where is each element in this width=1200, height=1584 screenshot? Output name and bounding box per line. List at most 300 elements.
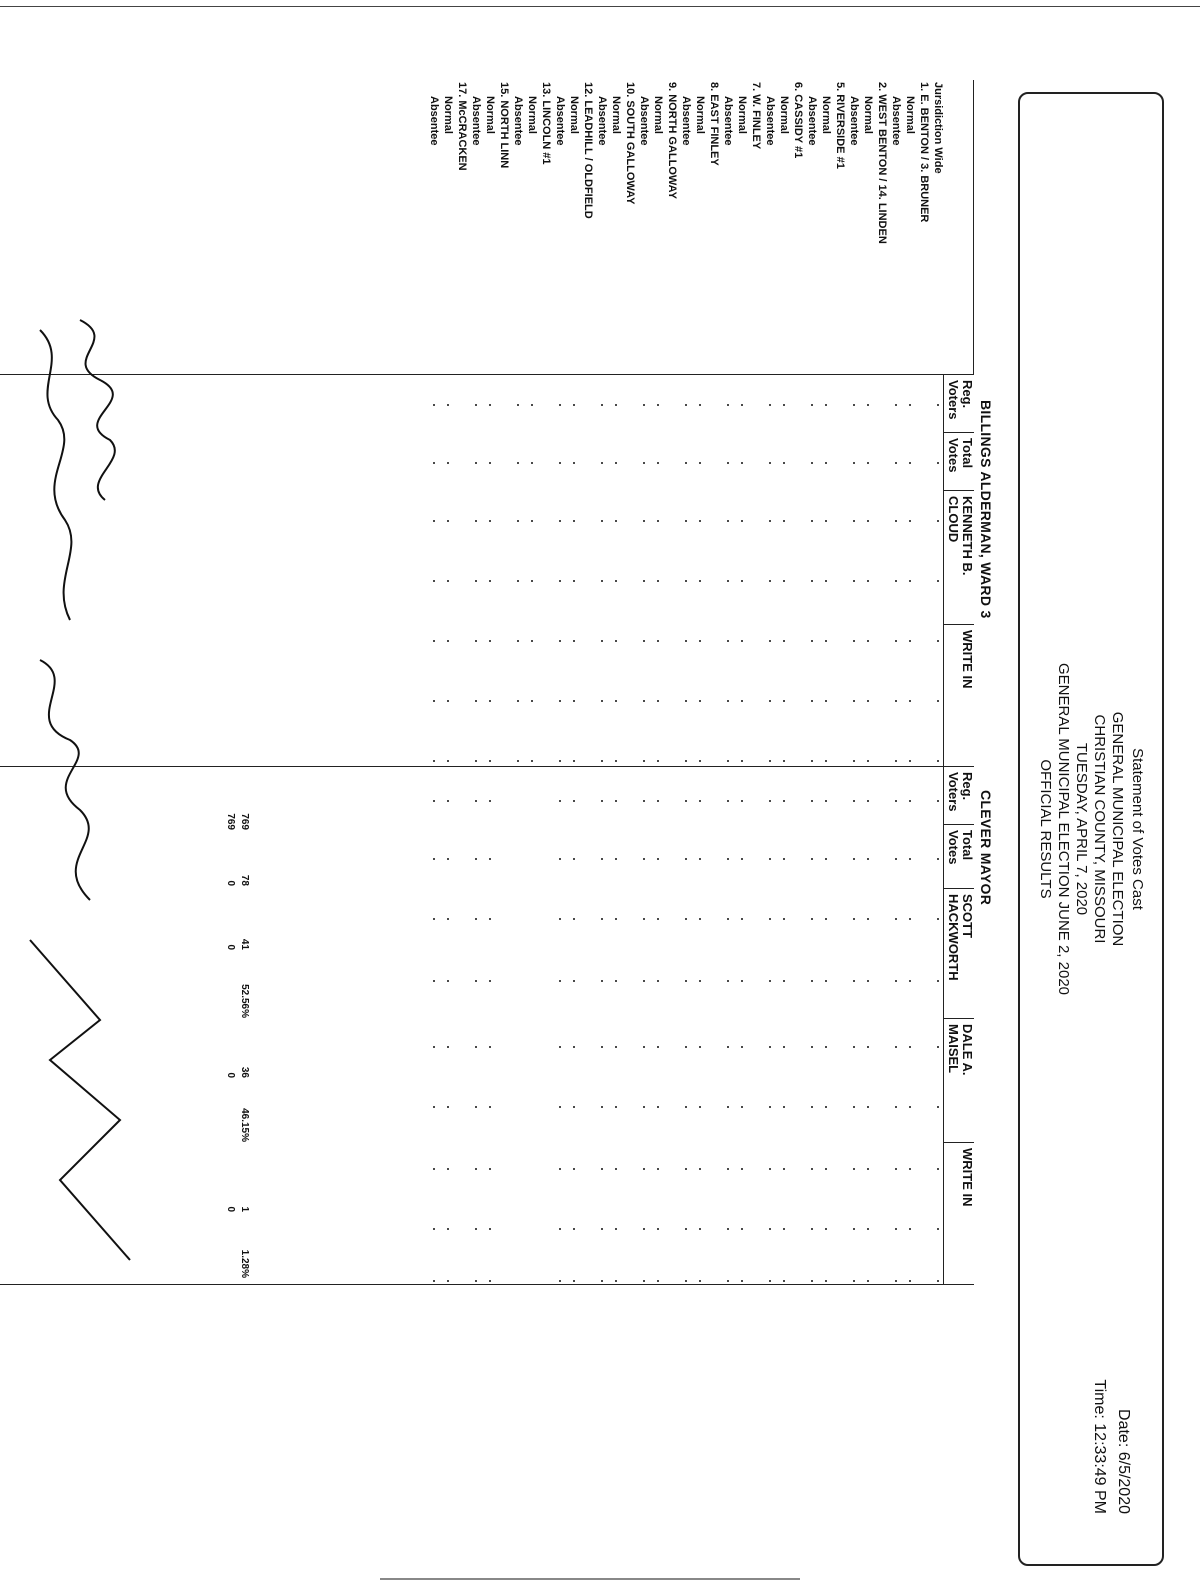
empty-cell-dot: [811, 980, 813, 982]
empty-cell-dot: [685, 1280, 687, 1282]
empty-cell-dot: [685, 858, 687, 860]
empty-cell-dot: [783, 404, 785, 406]
empty-cell-dot: [741, 760, 743, 762]
empty-cell-dot: [811, 640, 813, 642]
empty-cell-dot: [615, 918, 617, 920]
empty-cell-dot: [769, 1168, 771, 1170]
empty-cell-dot: [853, 980, 855, 982]
empty-cell-dot: [867, 700, 869, 702]
election-date: TUESDAY, APRIL 7, 2020: [1073, 742, 1090, 916]
empty-cell-dot: [657, 1228, 659, 1230]
column-divider: [0, 374, 974, 375]
jurisdiction-row-label: Normal: [736, 96, 748, 134]
empty-cell-dot: [699, 580, 701, 582]
empty-cell-dot: [853, 800, 855, 802]
empty-cell-dot: [727, 640, 729, 642]
empty-cell-dot: [601, 640, 603, 642]
empty-cell-dot: [559, 760, 561, 762]
empty-cell-dot: [867, 520, 869, 522]
empty-cell-dot: [615, 980, 617, 982]
empty-cell-dot: [643, 858, 645, 860]
empty-cell-dot: [895, 700, 897, 702]
empty-cell-dot: [825, 462, 827, 464]
lincoln-normal-reg: 769: [239, 813, 250, 830]
empty-cell-dot: [895, 1106, 897, 1108]
empty-cell-dot: [489, 640, 491, 642]
empty-cell-dot: [783, 980, 785, 982]
lincoln-normal-maisel: 36: [239, 1066, 250, 1078]
empty-cell-dot: [783, 462, 785, 464]
empty-cell-dot: [811, 1106, 813, 1108]
empty-cell-dot: [811, 800, 813, 802]
empty-cell-dot: [853, 1280, 855, 1282]
empty-cell-dot: [685, 462, 687, 464]
empty-cell-dot: [517, 520, 519, 522]
empty-cell-dot: [685, 980, 687, 982]
header-divider: [944, 1018, 974, 1019]
empty-cell-dot: [741, 520, 743, 522]
empty-cell-dot: [783, 760, 785, 762]
empty-cell-dot: [601, 580, 603, 582]
empty-cell-dot: [615, 858, 617, 860]
empty-cell-dot: [937, 918, 939, 920]
empty-cell-dot: [475, 760, 477, 762]
empty-cell-dot: [937, 1228, 939, 1230]
empty-cell-dot: [601, 760, 603, 762]
empty-cell-dot: [937, 404, 939, 406]
col-reg-voters: Reg. Voters: [946, 772, 975, 812]
empty-cell-dot: [909, 800, 911, 802]
lincoln-absentee-maisel: 0: [225, 1072, 236, 1078]
empty-cell-dot: [699, 800, 701, 802]
empty-cell-dot: [853, 1046, 855, 1048]
empty-cell-dot: [811, 858, 813, 860]
empty-cell-dot: [741, 640, 743, 642]
empty-cell-dot: [741, 1228, 743, 1230]
empty-cell-dot: [447, 980, 449, 982]
jurisdiction-row-label: Normal: [862, 96, 874, 134]
col-candidate-maisel: DALE A. MAISEL: [946, 1024, 975, 1076]
empty-cell-dot: [615, 404, 617, 406]
empty-cell-dot: [825, 858, 827, 860]
empty-cell-dot: [433, 1046, 435, 1048]
jurisdiction-row-label: 9. NORTH GALLOWAY: [666, 82, 678, 199]
empty-cell-dot: [727, 404, 729, 406]
empty-cell-dot: [853, 640, 855, 642]
empty-cell-dot: [447, 404, 449, 406]
empty-cell-dot: [433, 404, 435, 406]
empty-cell-dot: [853, 580, 855, 582]
empty-cell-dot: [937, 700, 939, 702]
empty-cell-dot: [573, 700, 575, 702]
empty-cell-dot: [937, 1280, 939, 1282]
empty-cell-dot: [769, 760, 771, 762]
empty-cell-dot: [559, 640, 561, 642]
empty-cell-dot: [573, 1228, 575, 1230]
empty-cell-dot: [615, 1106, 617, 1108]
jurisdiction-row-label: 6. CASSIDY #1: [792, 82, 804, 159]
empty-cell-dot: [657, 800, 659, 802]
empty-cell-dot: [699, 640, 701, 642]
empty-cell-dot: [531, 520, 533, 522]
empty-cell-dot: [825, 1228, 827, 1230]
empty-cell-dot: [811, 462, 813, 464]
empty-cell-dot: [489, 1280, 491, 1282]
empty-cell-dot: [853, 1106, 855, 1108]
empty-cell-dot: [867, 640, 869, 642]
empty-cell-dot: [769, 980, 771, 982]
header-divider: [944, 888, 974, 889]
empty-cell-dot: [447, 640, 449, 642]
empty-cell-dot: [769, 800, 771, 802]
empty-cell-dot: [909, 1106, 911, 1108]
empty-cell-dot: [867, 980, 869, 982]
empty-cell-dot: [433, 918, 435, 920]
empty-cell-dot: [811, 1046, 813, 1048]
empty-cell-dot: [489, 700, 491, 702]
jurisdiction-row-label: 12. LEADHILL / OLDFIELD: [582, 82, 594, 219]
empty-cell-dot: [685, 760, 687, 762]
empty-cell-dot: [699, 980, 701, 982]
empty-cell-dot: [699, 858, 701, 860]
empty-cell-dot: [573, 800, 575, 802]
empty-cell-dot: [573, 980, 575, 982]
empty-cell-dot: [825, 800, 827, 802]
race-title-clever: CLEVER MAYOR: [978, 790, 994, 906]
empty-cell-dot: [909, 462, 911, 464]
empty-cell-dot: [685, 404, 687, 406]
empty-cell-dot: [727, 520, 729, 522]
empty-cell-dot: [741, 700, 743, 702]
empty-cell-dot: [769, 858, 771, 860]
jurisdiction-row-label: Normal: [484, 96, 496, 134]
empty-cell-dot: [573, 858, 575, 860]
empty-cell-dot: [615, 1046, 617, 1048]
empty-cell-dot: [867, 918, 869, 920]
empty-cell-dot: [489, 980, 491, 982]
empty-cell-dot: [727, 580, 729, 582]
empty-cell-dot: [433, 1228, 435, 1230]
empty-cell-dot: [559, 980, 561, 982]
empty-cell-dot: [475, 1280, 477, 1282]
empty-cell-dot: [741, 980, 743, 982]
empty-cell-dot: [531, 760, 533, 762]
jurisdiction-row-label: Absentee: [806, 96, 818, 146]
empty-cell-dot: [475, 918, 477, 920]
empty-cell-dot: [643, 640, 645, 642]
empty-cell-dot: [825, 700, 827, 702]
empty-cell-dot: [433, 520, 435, 522]
jurisdiction-row-label: Normal: [778, 96, 790, 134]
header-divider: [944, 1142, 974, 1143]
empty-cell-dot: [643, 800, 645, 802]
empty-cell-dot: [867, 1228, 869, 1230]
empty-cell-dot: [615, 1168, 617, 1170]
empty-cell-dot: [825, 1106, 827, 1108]
empty-cell-dot: [741, 1106, 743, 1108]
empty-cell-dot: [895, 520, 897, 522]
empty-cell-dot: [531, 404, 533, 406]
empty-cell-dot: [447, 1228, 449, 1230]
empty-cell-dot: [517, 462, 519, 464]
empty-cell-dot: [447, 1168, 449, 1170]
jurisdiction-row-label: Jursidiction Wide: [932, 82, 944, 174]
empty-cell-dot: [489, 1046, 491, 1048]
empty-cell-dot: [657, 580, 659, 582]
empty-cell-dot: [447, 858, 449, 860]
empty-cell-dot: [573, 1106, 575, 1108]
empty-cell-dot: [559, 800, 561, 802]
empty-cell-dot: [909, 520, 911, 522]
empty-cell-dot: [909, 580, 911, 582]
empty-cell-dot: [699, 1228, 701, 1230]
empty-cell-dot: [447, 1280, 449, 1282]
lincoln-absentee-total: 0: [225, 880, 236, 886]
empty-cell-dot: [811, 1228, 813, 1230]
empty-cell-dot: [895, 980, 897, 982]
empty-cell-dot: [699, 1106, 701, 1108]
empty-cell-dot: [699, 1168, 701, 1170]
empty-cell-dot: [489, 800, 491, 802]
election-subtitle: GENERAL MUNICIPAL ELECTION JUNE 2, 2020: [1055, 662, 1072, 996]
empty-cell-dot: [559, 1168, 561, 1170]
empty-cell-dot: [489, 580, 491, 582]
election-name: GENERAL MUNICIPAL ELECTION: [1109, 711, 1126, 947]
empty-cell-dot: [657, 1168, 659, 1170]
col-reg-voters: Reg. Voters: [946, 380, 975, 420]
empty-cell-dot: [475, 462, 477, 464]
empty-cell-dot: [895, 1228, 897, 1230]
empty-cell-dot: [573, 918, 575, 920]
empty-cell-dot: [937, 800, 939, 802]
jurisdiction-row-label: Normal: [652, 96, 664, 134]
col-candidate-hackworth: SCOTT HACKWORTH: [946, 894, 975, 981]
empty-cell-dot: [895, 800, 897, 802]
signature: [80, 320, 115, 500]
empty-cell-dot: [559, 1046, 561, 1048]
empty-cell-dot: [909, 404, 911, 406]
jurisdiction-row-label: Normal: [904, 96, 916, 134]
empty-cell-dot: [643, 462, 645, 464]
empty-cell-dot: [615, 800, 617, 802]
empty-cell-dot: [741, 1046, 743, 1048]
empty-cell-dot: [783, 1046, 785, 1048]
jurisdiction-row-label: Normal: [568, 96, 580, 134]
empty-cell-dot: [433, 1280, 435, 1282]
empty-cell-dot: [825, 640, 827, 642]
lincoln-absentee-hackworth: 0: [225, 944, 236, 950]
empty-cell-dot: [643, 520, 645, 522]
empty-cell-dot: [447, 760, 449, 762]
empty-cell-dot: [601, 520, 603, 522]
empty-cell-dot: [685, 1046, 687, 1048]
lincoln-normal-hackworth: 41: [239, 938, 250, 950]
empty-cell-dot: [615, 1228, 617, 1230]
empty-cell-dot: [727, 462, 729, 464]
empty-cell-dot: [573, 580, 575, 582]
empty-cell-dot: [531, 462, 533, 464]
empty-cell-dot: [895, 404, 897, 406]
empty-cell-dot: [433, 462, 435, 464]
empty-cell-dot: [573, 404, 575, 406]
county-name: CHRISTIAN COUNTY, MISSOURI: [1091, 714, 1108, 944]
empty-cell-dot: [699, 918, 701, 920]
empty-cell-dot: [475, 1106, 477, 1108]
header-divider: [944, 490, 974, 491]
empty-cell-dot: [741, 1280, 743, 1282]
empty-cell-dot: [601, 404, 603, 406]
empty-cell-dot: [853, 918, 855, 920]
empty-cell-dot: [433, 800, 435, 802]
jurisdiction-row-label: 8. EAST FINLEY: [708, 82, 720, 166]
empty-cell-dot: [559, 404, 561, 406]
empty-cell-dot: [727, 800, 729, 802]
empty-cell-dot: [867, 1280, 869, 1282]
empty-cell-dot: [517, 760, 519, 762]
empty-cell-dot: [685, 1168, 687, 1170]
empty-cell-dot: [475, 700, 477, 702]
empty-cell-dot: [783, 1168, 785, 1170]
empty-cell-dot: [685, 700, 687, 702]
empty-cell-dot: [853, 858, 855, 860]
empty-cell-dot: [867, 404, 869, 406]
report-title: Statement of Votes Cast: [1129, 748, 1146, 910]
col-candidate-cloud: KENNETH B. CLOUD: [946, 496, 975, 576]
signature: [30, 940, 130, 1260]
empty-cell-dot: [937, 1046, 939, 1048]
jurisdiction-row-label: Absentee: [848, 96, 860, 146]
empty-cell-dot: [601, 1168, 603, 1170]
empty-cell-dot: [657, 858, 659, 860]
empty-cell-dot: [895, 858, 897, 860]
empty-cell-dot: [517, 700, 519, 702]
empty-cell-dot: [559, 858, 561, 860]
empty-cell-dot: [573, 520, 575, 522]
column-divider: [0, 1284, 974, 1285]
empty-cell-dot: [699, 520, 701, 522]
empty-cell-dot: [741, 918, 743, 920]
empty-cell-dot: [895, 1168, 897, 1170]
empty-cell-dot: [741, 580, 743, 582]
empty-cell-dot: [937, 520, 939, 522]
empty-cell-dot: [615, 700, 617, 702]
empty-cell-dot: [489, 1168, 491, 1170]
empty-cell-dot: [685, 580, 687, 582]
empty-cell-dot: [573, 1046, 575, 1048]
empty-cell-dot: [783, 700, 785, 702]
empty-cell-dot: [811, 520, 813, 522]
empty-cell-dot: [657, 1106, 659, 1108]
empty-cell-dot: [783, 1106, 785, 1108]
empty-cell-dot: [783, 520, 785, 522]
empty-cell-dot: [867, 800, 869, 802]
empty-cell-dot: [601, 858, 603, 860]
empty-cell-dot: [615, 640, 617, 642]
empty-cell-dot: [559, 918, 561, 920]
empty-cell-dot: [727, 1046, 729, 1048]
jurisdiction-row-label: 17. McCRACKEN: [456, 82, 468, 171]
empty-cell-dot: [615, 580, 617, 582]
empty-cell-dot: [643, 580, 645, 582]
empty-cell-dot: [657, 980, 659, 982]
empty-cell-dot: [643, 1168, 645, 1170]
jurisdiction-row-label: 5. RIVERSIDE #1: [834, 82, 846, 169]
empty-cell-dot: [615, 520, 617, 522]
empty-cell-dot: [699, 404, 701, 406]
empty-cell-dot: [643, 1046, 645, 1048]
header-divider: [944, 432, 974, 433]
empty-cell-dot: [909, 1228, 911, 1230]
empty-cell-dot: [895, 640, 897, 642]
jurisdiction-row-label: 10. SOUTH GALLOWAY: [624, 82, 636, 205]
empty-cell-dot: [825, 760, 827, 762]
empty-cell-dot: [615, 462, 617, 464]
empty-cell-dot: [489, 462, 491, 464]
empty-cell-dot: [769, 700, 771, 702]
jurisdiction-row-label: Normal: [694, 96, 706, 134]
empty-cell-dot: [643, 980, 645, 982]
lincoln-normal-maisel-pct: 46.15%: [239, 1108, 250, 1142]
lincoln-absentee-reg: 769: [225, 813, 236, 830]
empty-cell-dot: [573, 1168, 575, 1170]
empty-cell-dot: [769, 640, 771, 642]
jurisdiction-row-label: Absentee: [680, 96, 692, 146]
official-signatures: [20, 300, 320, 1300]
jurisdiction-row-label: Absentee: [596, 96, 608, 146]
empty-cell-dot: [783, 640, 785, 642]
col-write-in: WRITE IN: [960, 1148, 975, 1207]
empty-cell-dot: [601, 1280, 603, 1282]
col-total-votes: Total Votes: [946, 438, 975, 473]
lincoln-normal-write-in-pct: 1.28%: [239, 1249, 250, 1278]
empty-cell-dot: [573, 1280, 575, 1282]
empty-cell-dot: [741, 404, 743, 406]
empty-cell-dot: [559, 1228, 561, 1230]
empty-cell-dot: [601, 918, 603, 920]
empty-cell-dot: [699, 1046, 701, 1048]
empty-cell-dot: [937, 462, 939, 464]
empty-cell-dot: [937, 980, 939, 982]
empty-cell-dot: [601, 700, 603, 702]
empty-cell-dot: [685, 1106, 687, 1108]
empty-cell-dot: [615, 1280, 617, 1282]
empty-cell-dot: [769, 1046, 771, 1048]
jurisdiction-row-label: 7. W. FINLEY: [750, 82, 762, 150]
jurisdiction-row-label: 13. LINCOLN #1: [540, 82, 552, 165]
report-time: Time: 12:33:49 PM: [1091, 1379, 1108, 1514]
jurisdiction-row-label: Absentee: [722, 96, 734, 146]
empty-cell-dot: [811, 580, 813, 582]
empty-cell-dot: [433, 1168, 435, 1170]
empty-cell-dot: [909, 980, 911, 982]
empty-cell-dot: [489, 520, 491, 522]
empty-cell-dot: [853, 760, 855, 762]
jurisdiction-row-label: 15. NORTH LINN: [498, 82, 510, 169]
empty-cell-dot: [601, 1106, 603, 1108]
report-date: Date: 6/5/2020: [1115, 1409, 1132, 1514]
empty-cell-dot: [559, 580, 561, 582]
column-divider: [0, 766, 974, 767]
empty-cell-dot: [475, 800, 477, 802]
empty-cell-dot: [447, 520, 449, 522]
empty-cell-dot: [685, 918, 687, 920]
empty-cell-dot: [531, 700, 533, 702]
empty-cell-dot: [853, 462, 855, 464]
empty-cell-dot: [825, 918, 827, 920]
empty-cell-dot: [741, 1168, 743, 1170]
empty-cell-dot: [643, 1228, 645, 1230]
jurisdiction-row-label: Absentee: [470, 96, 482, 146]
